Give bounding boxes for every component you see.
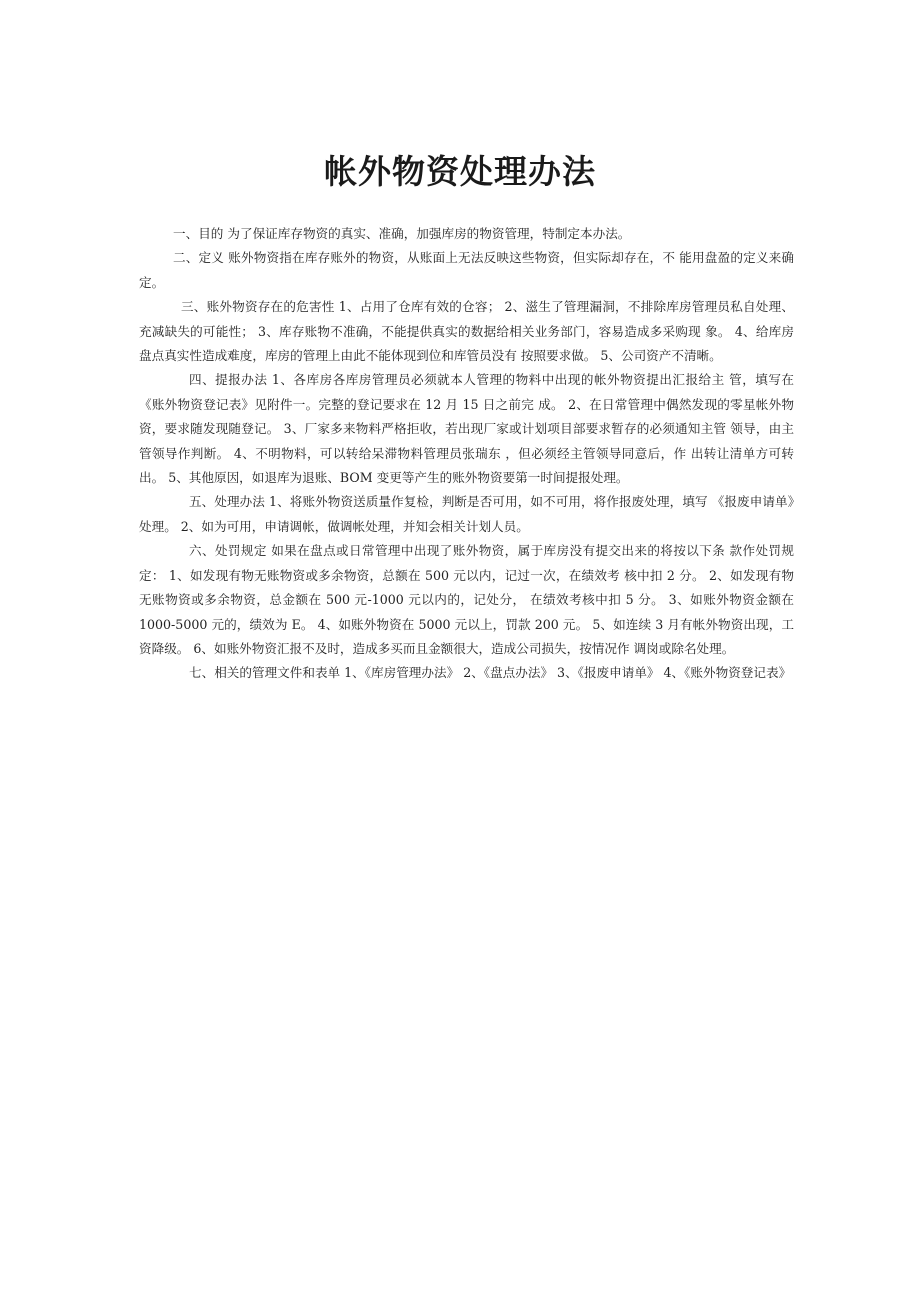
document-title: 帐外物资处理办法 (324, 152, 596, 191)
section-hazards: 三、账外物资存在的危害性 1、占用了仓库有效的仓容； 2、滋生了管理漏洞，不排除库房管理员私自处理、充减缺失的可能性； 3、库存账物不准确，不能提供真实的数据给相关业务部门，容易造成多采购现 象。 4、给库房盘点真实性造成难度，库房的管理上由此不能体现到位和库管员没有 按照要求做。 5、公司资产不清晰。 (139, 299, 794, 364)
section-handling: 五、处理办法 1、将账外物资送质量作复检，判断是否可用，如不可用，将作报废处理，填写 《报废申请单》处理。 2、如为可用，申请调帐，做调帐处理，并知会相关计划人员。 (139, 494, 794, 534)
section-related-documents: 七、相关的管理文件和表单 1、《库房管理办法》 2、《盘点办法》 3、《报废申请单》 4、《账外物资登记表》 (189, 665, 792, 681)
section-reporting: 四、提报办法 1、各库房各库房管理员必须就本人管理的物料中出现的帐外物资提出汇报给主 管，填写在《账外物资登记表》见附件一。完整的登记要求在 12 月 15 日之前完 成。 2、在日常管理中偶然发现的零星帐外物资，要求随发现随登记。 3、厂家多来物料严格拒收，若出现厂家或计划项目部要求暂存的必须通知主管 领导，由主管领导作判断。 4、不明物料，可以转给呆滞物料管理员张瑞东 ，但必须经主管领导同意后，作 出转让清单方可转出。 5、其他原因，如退库为退账、BOM 变更等产生的账外物资要第一时间提报处理。 (139, 372, 794, 486)
section-purpose: 一、目的 为了保证库存物资的真实、准确，加强库房的物资管理，特制定本办法。 (173, 226, 631, 241)
document-body (139, 222, 794, 686)
section-definition: 二、定义 账外物资指在库存账外的物资，从账面上无法反映这些物资，但实际却存在，不 能用盘盈的定义来确定。 (139, 250, 794, 290)
section-penalties: 六、处罚规定 如果在盘点或日常管理中出现了账外物资，属于库房没有提交出来的将按以下条 款作处罚规定： 1、如发现有物无账物资或多余物资，总额在 500 元以内，记过一次，在绩效考 核中扣 2 分。 2、如发现有物无账物资或多余物资，总金额在 500 元-1000 元以内的，记处分， 在绩效考核中扣 5 分。 3、如账外物资金额在 1000-5000 元的，绩效为 E。 4、如账外物资在 5000 元以上，罚款 200 元。 5、如连续 3 月有帐外物资出现，工资降级。 6、如账外物资汇报不及时，造成多买而且金额很大，造成公司损失，按情况作 调岗或除名处理。 (139, 543, 794, 656)
